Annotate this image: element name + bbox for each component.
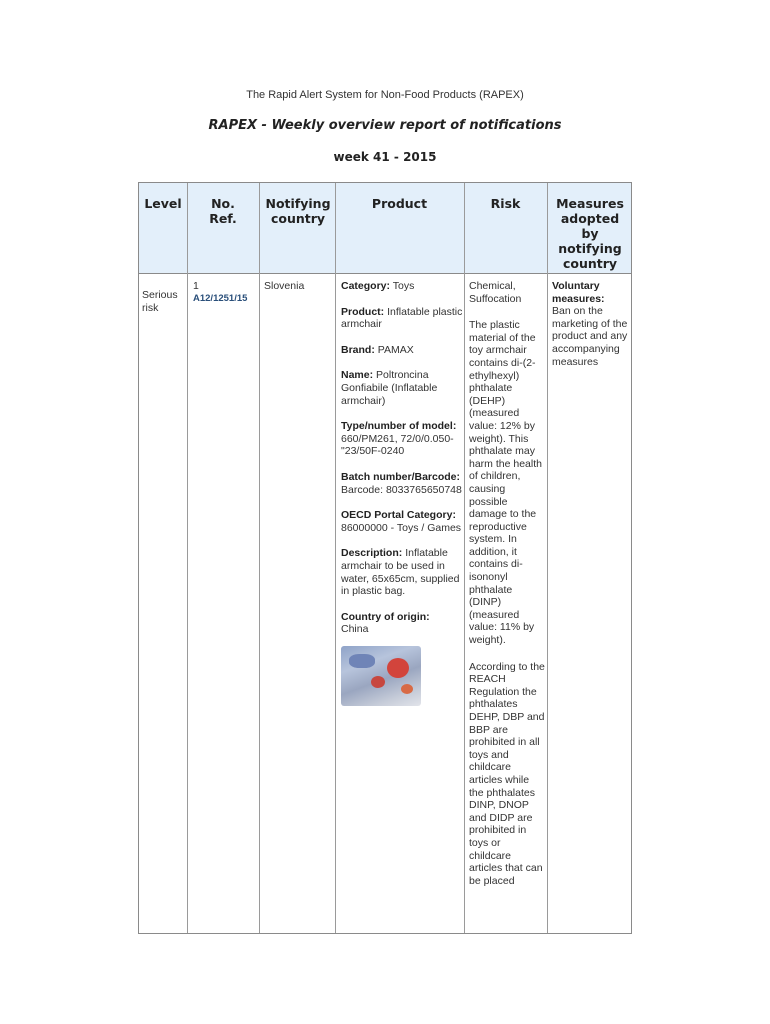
column-header-level: Level — [144, 196, 182, 211]
notifying-country: Slovenia — [264, 280, 305, 292]
product-photo — [341, 646, 421, 706]
column-header-risk: Risk — [490, 196, 521, 211]
notifications-table — [138, 182, 632, 934]
notification-number: 1 — [193, 280, 199, 292]
measures-label: Voluntary measures: — [552, 280, 605, 305]
column-divider — [187, 183, 188, 933]
column-divider — [335, 183, 336, 933]
product-origin: Country of origin: China — [341, 610, 430, 636]
column-divider — [547, 183, 548, 933]
product-model: Type/number of model: 660/PM261, 72/0/0.050-"23/50F-0240 — [341, 420, 457, 458]
column-divider — [259, 183, 260, 933]
risk-type: Chemical, Suffocation — [469, 280, 522, 305]
report-title: RAPEX - Weekly overview report of notifications — [208, 118, 562, 133]
risk-description: The plastic material of the toy armchair contains di-(2-ethylhexyl) phthalate (DEHP) (measured value: 12% by weight). This phthalate may harm the health of children, causing possible damage to the reproductive system. In addition, it contains di-isononyl phthalate (DINP) (measured value: 11% by weight). — [469, 319, 542, 647]
column-header-measures: Measures adopted by notifying country — [556, 196, 624, 271]
notification-number-cell — [193, 280, 257, 305]
risk-level: Serious risk — [142, 289, 178, 314]
column-divider — [464, 183, 465, 933]
product-batch: Batch number/Barcode: Barcode: 8033765650748 — [341, 470, 462, 496]
measures-cell — [552, 280, 628, 368]
risk-regulation: According to the REACH Regulation the phthalates DEHP, DBP and BBP are prohibited in all toys and childcare articles while the phthalates DINP, DNOP and DIDP are prohibited in toys or childcare articles that can be placed — [469, 660, 545, 887]
column-header-ref: No. Ref. — [209, 196, 237, 226]
notification-reference: A12/1251/15 — [193, 292, 248, 304]
product-category: Category: Toys — [341, 280, 415, 292]
risk-cell — [469, 280, 545, 887]
product-name: Product: Inflatable plastic armchair — [341, 305, 463, 331]
week-label: week 41 - 2015 — [333, 150, 437, 164]
product-description: Description: Inflatable armchair to be used in water, 65x65cm, supplied in plastic bag. — [341, 547, 460, 598]
column-header-product: Product — [371, 196, 428, 211]
product-local-name: Name: Poltroncina Gonfiabile (Inflatable armchair) — [341, 369, 438, 407]
product-oecd-category: OECD Portal Category: 86000000 - Toys / Games — [341, 509, 462, 534]
measures-text: Ban on the marketing of the product and any accompanying measures — [552, 305, 628, 368]
system-title: The Rapid Alert System for Non-Food Products (RAPEX) — [246, 89, 524, 101]
product-brand: Brand: PAMAX — [341, 343, 414, 356]
column-header-country: Notifying country — [265, 196, 331, 226]
product-cell — [341, 280, 463, 706]
